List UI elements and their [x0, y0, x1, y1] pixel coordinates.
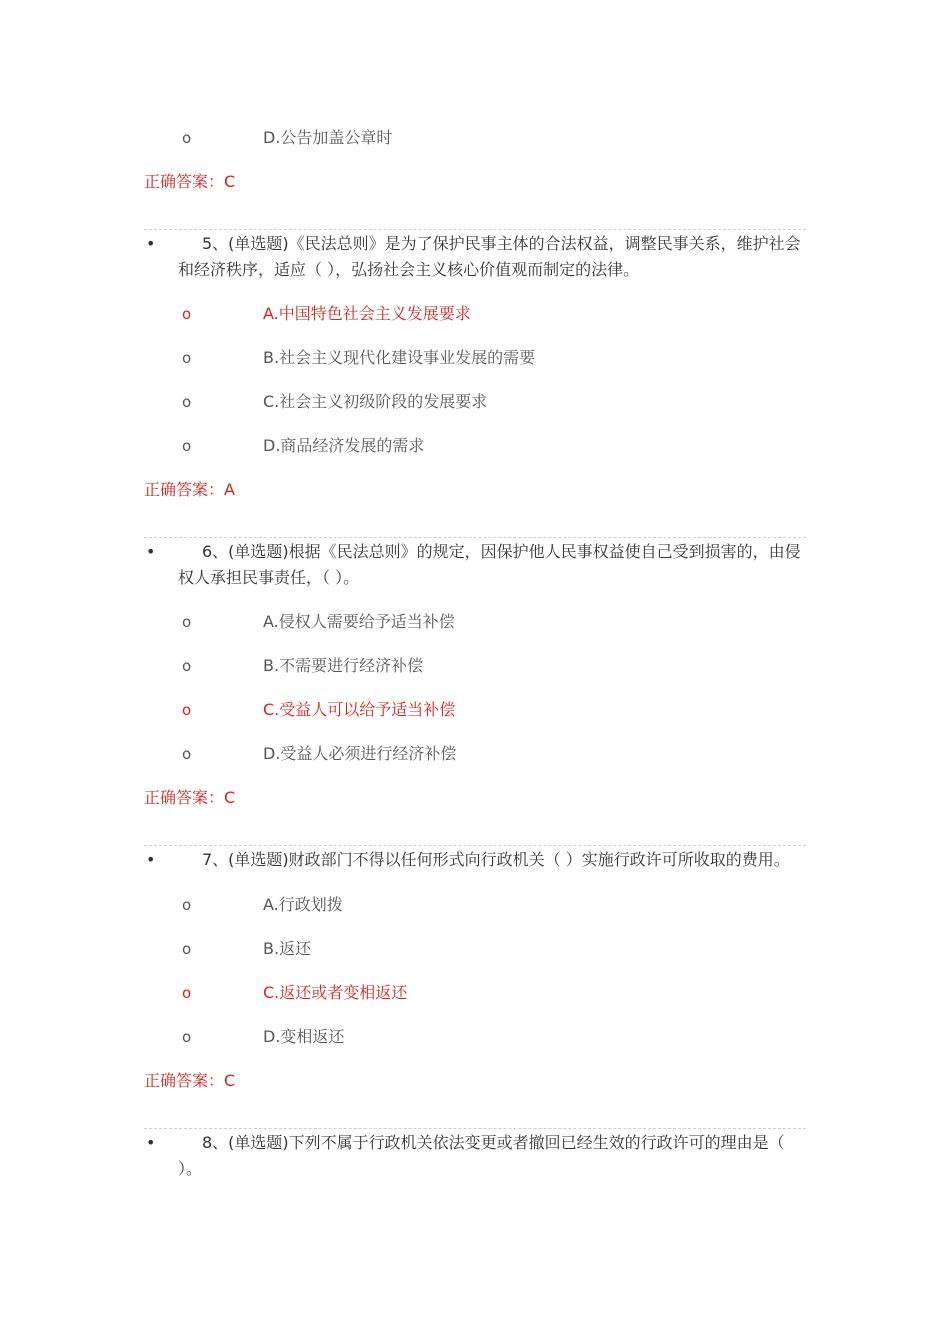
q5-question-text: 5、(单选题)《民法总则》是为了保护民事主体的合法权益，调整民事关系，维护社会和经济秩序，适应（ ），弘扬社会主义核心价值观而制定的法律。	[178, 234, 801, 279]
option-marker: o	[182, 984, 192, 1002]
option-marker: o	[182, 701, 192, 719]
q6-correct-answer: 正确答案：C	[144, 788, 236, 807]
option-marker: o	[182, 613, 192, 631]
q7-option-b: B.返还	[263, 939, 312, 958]
option-marker: o	[182, 129, 192, 147]
option-marker: o	[182, 896, 192, 914]
q4-option-d: D.公告加盖公章时	[263, 128, 393, 147]
question-bullet: •	[146, 234, 156, 253]
question-bullet: •	[146, 850, 156, 869]
option-marker: o	[182, 657, 192, 675]
q5-option-d: D.商品经济发展的需求	[263, 436, 425, 455]
q7-question-text: 7、(单选题)财政部门不得以任何形式向行政机关（ ）实施行政许可所收取的费用。	[202, 850, 790, 869]
q8-question-text: 8、(单选题)下列不属于行政机关依法变更或者撤回已经生效的行政许可的理由是（ ）。	[178, 1133, 785, 1178]
q6-option-b: B.不需要进行经济补偿	[263, 656, 424, 675]
q5-option-c: C.社会主义初级阶段的发展要求	[263, 392, 488, 411]
q5-option-a: A.中国特色社会主义发展要求	[263, 304, 471, 323]
option-marker: o	[182, 437, 192, 455]
q6-option-c: C.受益人可以给予适当补偿	[263, 700, 456, 719]
q5-option-b: B.社会主义现代化建设事业发展的需要	[263, 348, 536, 367]
q6-question-text: 6、(单选题)根据《民法总则》的规定，因保护他人民事权益使自己受到损害的，由侵权人承担民事责任，（ ）。	[178, 542, 801, 587]
q6-option-d: D.受益人必须进行经济补偿	[263, 744, 457, 763]
question-bullet: •	[146, 542, 156, 561]
option-marker: o	[182, 349, 192, 367]
q5-correct-answer: 正确答案：A	[144, 480, 235, 499]
q7-option-c: C.返还或者变相返还	[263, 983, 408, 1002]
q7-option-a: A.行政划拨	[263, 895, 343, 914]
option-marker: o	[182, 745, 192, 763]
q6-option-a: A.侵权人需要给予适当补偿	[263, 612, 455, 631]
option-marker: o	[182, 393, 192, 411]
question-divider	[144, 537, 806, 538]
q7-correct-answer: 正确答案：C	[144, 1071, 236, 1090]
option-marker: o	[182, 1028, 192, 1046]
question-bullet: •	[146, 1133, 156, 1152]
option-marker: o	[182, 305, 192, 323]
question-divider	[144, 1128, 806, 1129]
q7-option-d: D.变相返还	[263, 1027, 345, 1046]
q4-correct-answer: 正确答案：C	[144, 172, 236, 191]
option-marker: o	[182, 940, 192, 958]
question-divider	[144, 845, 806, 846]
question-divider	[144, 229, 806, 230]
